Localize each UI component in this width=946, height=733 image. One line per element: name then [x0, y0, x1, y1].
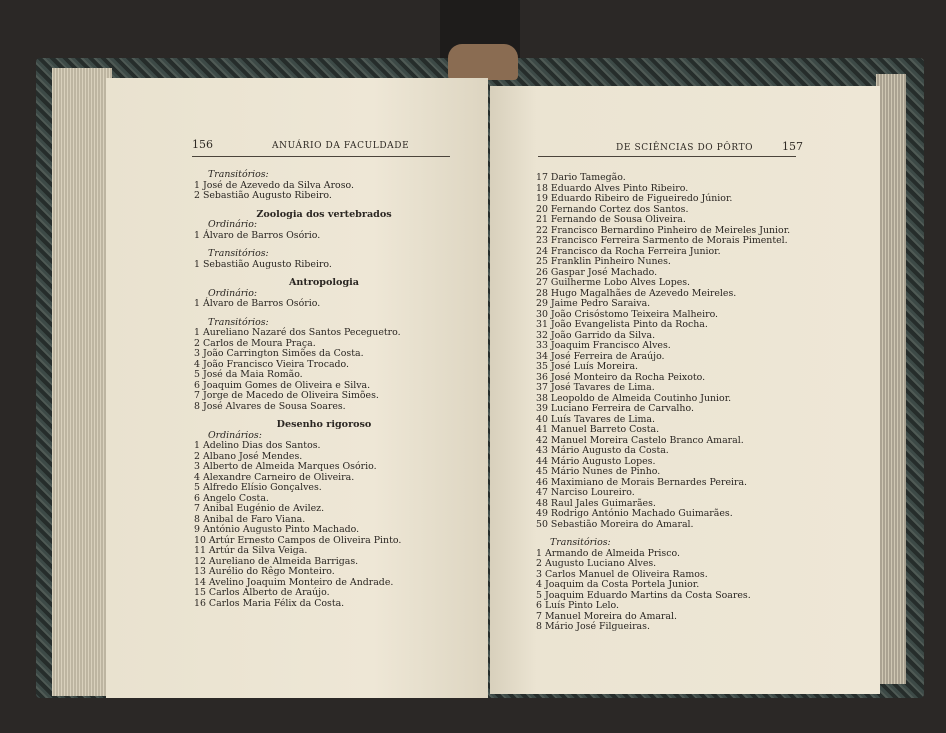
list-item: 23 Francisco Ferreira Sarmento de Morais Pimentel.: [536, 235, 788, 246]
page-number: 157: [782, 140, 803, 153]
list-item: 38 Leopoldo de Almeida Coutinho Junior.: [536, 392, 732, 404]
ribbon-tab: [448, 44, 518, 80]
list-item: 47 Narciso Loureiro.: [536, 487, 635, 498]
list-item: 44 Mário Augusto Lopes.: [536, 455, 656, 467]
text-block: [536, 173, 836, 633]
list-item: 1 Sebastião Augusto Ribeiro.: [194, 258, 332, 270]
list-item: 1 Álvaro de Barros Osório.: [194, 298, 321, 309]
list-item: 26 Gaspar José Machado.: [536, 266, 658, 278]
list-item: 2 Carlos de Moura Praça.: [194, 337, 316, 349]
list-item: 9 António Augusto Pinto Machado.: [194, 524, 360, 535]
list-item: 3 Carlos Manuel de Oliveira Ramos.: [536, 568, 708, 580]
list-item: 2 Albano José Mendes.: [194, 450, 303, 462]
list-item: 6 Angelo Costa.: [194, 492, 269, 504]
list-item: 45 Mário Nunes de Pinho.: [536, 466, 661, 477]
list-item: 11 Artúr da Silva Veiga.: [194, 545, 308, 556]
category-label: Ordinário:: [208, 219, 258, 230]
right-page: [490, 86, 880, 694]
running-head: ANUÁRIO DA FACULDADE: [272, 141, 410, 151]
list-item: 1 Armando de Almeida Prisco.: [536, 547, 680, 559]
list-item: 24 Francisco da Rocha Ferreira Junior.: [536, 245, 721, 257]
page-number: 156: [192, 138, 213, 151]
list-item: 36 José Monteiro da Rocha Peixoto.: [536, 371, 706, 383]
page-edges-right: [876, 74, 906, 684]
category-label: Transitórios:: [550, 537, 611, 548]
list-item: 25 Franklin Pinheiro Nunes.: [536, 256, 671, 267]
list-item: 1 Álvaro de Barros Osório.: [194, 229, 321, 241]
list-item: 37 José Tavares de Lima.: [536, 382, 655, 393]
section-heading: Antropologia: [288, 277, 360, 288]
list-item: 46 Maximiano de Morais Bernardes Pereira.: [536, 476, 748, 488]
running-head: DE SCIÊNCIAS DO PÔRTO: [616, 143, 754, 153]
list-item: 10 Artúr Ernesto Campos de Oliveira Pinto.: [194, 534, 402, 546]
list-item: 8 Mário José Filgueiras.: [536, 621, 650, 632]
list-item: 1 José de Azevedo da Silva Aroso.: [194, 179, 354, 191]
list-item: 1 Adelino Dias dos Santos.: [194, 440, 321, 451]
left-page: [106, 78, 488, 698]
list-item: 1 Aureliano Nazaré dos Santos Peceguetro.: [194, 327, 401, 338]
list-item: 43 Mário Augusto da Costa.: [536, 445, 669, 456]
list-item: 2 Sebastião Augusto Ribeiro.: [194, 190, 332, 201]
list-item: 42 Manuel Moreira Castelo Branco Amaral.: [536, 434, 744, 446]
list-item: 6 Luís Pinto Lelo.: [536, 600, 619, 611]
list-item: 14 Avelino Joaquim Monteiro de Andrade.: [194, 576, 394, 588]
list-item: 15 Carlos Alberto de Araújo.: [194, 587, 330, 598]
list-item: 35 José Luís Moreira.: [536, 361, 639, 372]
list-item: 3 Alberto de Almeida Marques Osório.: [194, 461, 377, 472]
category-label: Transitórios:: [208, 169, 269, 180]
list-item: 41 Manuel Barreto Costa.: [536, 424, 660, 435]
list-item: 32 João Garrido da Silva.: [536, 329, 656, 341]
category-label: Transitórios:: [208, 248, 269, 259]
list-item: 31 João Evangelista Pinto da Rocha.: [536, 319, 708, 330]
list-item: 16 Carlos Maria Félix da Costa.: [194, 597, 345, 609]
list-item: 4 Alexandre Carneiro de Oliveira.: [194, 471, 355, 483]
page-edges-left: [52, 68, 112, 696]
list-item: 30 João Crisóstomo Teixeira Malheiro.: [536, 308, 719, 320]
list-item: 4 João Francisco Vieira Trocado.: [194, 358, 349, 370]
category-label: Ordinário:: [208, 287, 258, 299]
list-item: 39 Luciano Ferreira de Carvalho.: [536, 403, 694, 414]
list-item: 19 Eduardo Ribeiro de Figueiredo Júnior.: [536, 193, 733, 204]
list-item: 8 José Alvares de Sousa Soares.: [194, 400, 346, 412]
list-item: 8 Anibal de Faro Viana.: [194, 513, 306, 525]
category-label: Ordinários:: [208, 429, 262, 441]
list-item: 6 Joaquim Gomes de Oliveira e Silva.: [194, 379, 371, 391]
section-heading: Zoologia dos vertebrados: [256, 208, 392, 220]
list-item: 7 Anibal Eugénio de Avilez.: [194, 503, 325, 514]
list-item: 12 Aureliano de Almeida Barrigas.: [194, 555, 359, 567]
header-rule: [192, 156, 450, 157]
list-item: 34 José Ferreira de Araújo.: [536, 350, 665, 362]
list-item: 28 Hugo Magalhães de Azevedo Meireles.: [536, 287, 737, 299]
list-item: 20 Fernando Cortez dos Santos.: [536, 203, 689, 215]
header-rule: [538, 156, 796, 157]
list-item: 48 Raul Jales Guimarães.: [536, 497, 656, 509]
list-item: 2 Augusto Luciano Alves.: [536, 558, 657, 569]
list-item: 7 Manuel Moreira do Amaral.: [536, 610, 677, 622]
section-heading: Desenho rigoroso: [276, 419, 372, 430]
list-item: 5 Joaquim Eduardo Martins da Costa Soares.: [536, 589, 751, 601]
list-item: 21 Fernando de Sousa Oliveira.: [536, 214, 686, 225]
list-item: 17 Dario Tamegão.: [536, 172, 626, 183]
list-item: 5 José da Maia Romão.: [194, 369, 303, 380]
text-block: [194, 170, 454, 609]
category-label: Transitórios:: [208, 316, 269, 328]
list-item: 5 Alfredo Elísio Gonçalves.: [194, 482, 322, 493]
list-item: 3 João Carrington Simões da Costa.: [194, 348, 364, 359]
list-item: 49 Rodrigo António Machado Guimarães.: [536, 508, 733, 519]
list-item: 33 Joaquim Francisco Alves.: [536, 340, 671, 351]
list-item: 50 Sebastião Moreira do Amaral.: [536, 518, 694, 530]
list-item: 40 Luís Tavares de Lima.: [536, 413, 655, 425]
list-item: 27 Guilherme Lobo Alves Lopes.: [536, 277, 691, 288]
list-item: 4 Joaquim da Costa Portela Junior.: [536, 579, 700, 590]
list-item: 13 Aurélio do Rêgo Monteiro.: [194, 566, 335, 577]
list-item: 18 Eduardo Alves Pinto Ribeiro.: [536, 182, 689, 194]
list-item: 7 Jorge de Macedo de Oliveira Simões.: [194, 390, 379, 401]
list-item: 29 Jaime Pedro Saraiva.: [536, 298, 651, 309]
list-item: 22 Francisco Bernardino Pinheiro de Meireles Junior.: [536, 224, 791, 236]
